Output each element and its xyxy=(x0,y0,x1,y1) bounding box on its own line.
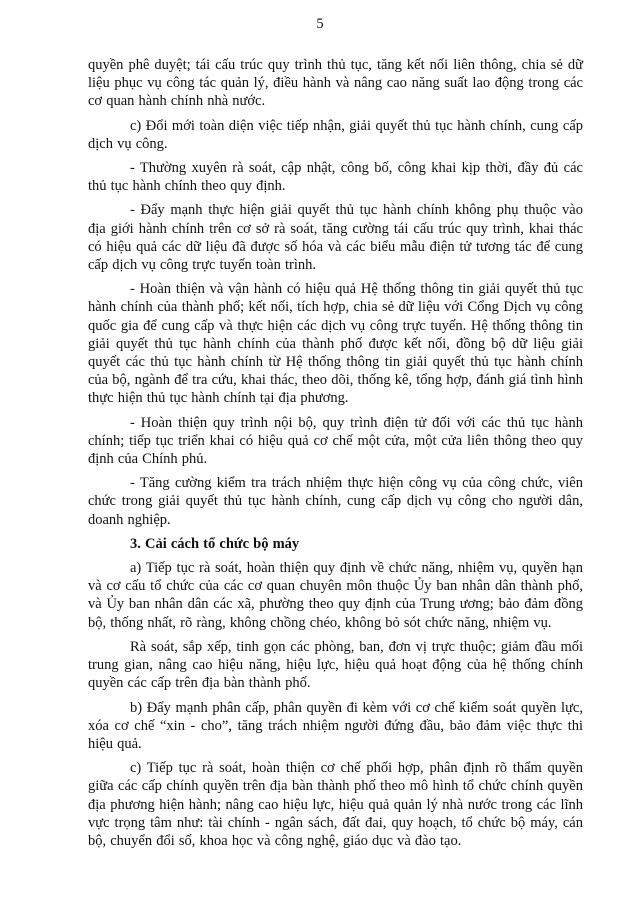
paragraph-body-2: Rà soát, sắp xếp, tinh gọn các phòng, ban, đơn vị trực thuộc; giảm đầu mối trung gian, nâng cao hiệu năng, hiệu lực, hiệu quả hoạt động của hệ thống chính quyền các cấp trên địa bàn thành phố. xyxy=(88,638,583,692)
paragraph-dash-5: - Tăng cường kiểm tra trách nhiệm thực hiện công vụ của công chức, viên chức trong giải quyết thủ tục hành chính, cung cấp dịch vụ công cho người dân, doanh nghiệp. xyxy=(88,475,583,528)
paragraph-dash-1: - Thường xuyên rà soát, cập nhật, công bố, công khai kịp thời, đầy đủ các thủ tục hành chính theo quy định. xyxy=(88,160,583,195)
document-body xyxy=(88,56,583,856)
paragraph-dash-3: - Hoàn thiện và vận hành có hiệu quả Hệ thống thông tin giải quyết thủ tục hành chính của thành phố; kết nối, tích hợp, chia sẻ dữ liệu với Cổng Dịch vụ công quốc gia để cung cấp và thực hiện các dịch vụ công trực tuyến. Hệ thống thông tin giải quyết thủ tục hành chính của thành phố được kết nối, đồng bộ dữ liệu giải quyết các thủ tục hành chính từ Hệ thống thông tin giải quyết thủ tục hành chính của bộ, ngành để tra cứu, khai thác, theo dõi, thống kê, tổng hợp, đánh giá tình hình thực hiện thủ tục hành chính tại địa phương. xyxy=(88,281,583,407)
paragraph-dash-2: - Đẩy mạnh thực hiện giải quyết thủ tục hành chính không phụ thuộc vào địa giới hành chính trên cơ sở rà soát, tăng cường tái cấu trúc quy trình, khai thác có hiệu quả các dữ liệu đã được số hóa và các biểu mẫu điện tử tương tác để cung cấp dịch vụ công trực tuyến toàn trình. xyxy=(88,202,583,274)
paragraph-continuation: quyền phê duyệt; tái cấu trúc quy trình thủ tục, tăng kết nối liên thông, chia sẻ dữ liệu phục vụ công tác quản lý, điều hành và nâng cao năng suất lao động trong các cơ quan hành chính nhà nước. xyxy=(88,57,583,110)
paragraph-item-c: c) Đổi mới toàn diện việc tiếp nhận, giải quyết thủ tục hành chính, cung cấp dịch vụ công. xyxy=(88,117,583,152)
paragraph-item-a: a) Tiếp tục rà soát, hoàn thiện quy định về chức năng, nhiệm vụ, quyền hạn và cơ cấu tổ chức của các cơ quan chuyên môn thuộc Ủy ban nhân dân thành phố, và Ủy ban nhân dân các xã, phường theo quy định của Trung ương; bảo đảm đồng bộ, thống nhất, rõ ràng, không chồng chéo, không bỏ sót chức năng, nhiệm vụ. xyxy=(88,560,583,631)
page-number: 5 xyxy=(316,16,324,32)
paragraph-item-c2: c) Tiếp tục rà soát, hoàn thiện cơ chế phối hợp, phân định rõ thẩm quyền giữa các cấp chính quyền trên địa bàn thành phố theo mô hình tổ chức chính quyền địa phương hiện hành; nâng cao hiệu lực, hiệu quả quản lý nhà nước trong các lĩnh vực trọng tâm như: tài chính - ngân sách, đất đai, quy hoạch, tổ chức bộ máy, cán bộ, chuyển đổi số, khoa học và công nghệ, giáo dục và đào tạo. xyxy=(88,760,583,849)
paragraph-dash-4: - Hoàn thiện quy trình nội bộ, quy trình điện tử đối với các thủ tục hành chính; tiếp tục triển khai có hiệu quả cơ chế một cửa, một cửa liên thông theo quy định của Chính phủ. xyxy=(88,414,583,468)
paragraph-item-b: b) Đẩy mạnh phân cấp, phân quyền đi kèm với cơ chế kiểm soát quyền lực, xóa cơ chế “xin - cho”, tăng trách nhiệm người đứng đầu, bảo đảm việc thực thi hiệu quả. xyxy=(88,699,583,752)
section-heading: 3. Cải cách tổ chức bộ máy xyxy=(130,535,300,552)
